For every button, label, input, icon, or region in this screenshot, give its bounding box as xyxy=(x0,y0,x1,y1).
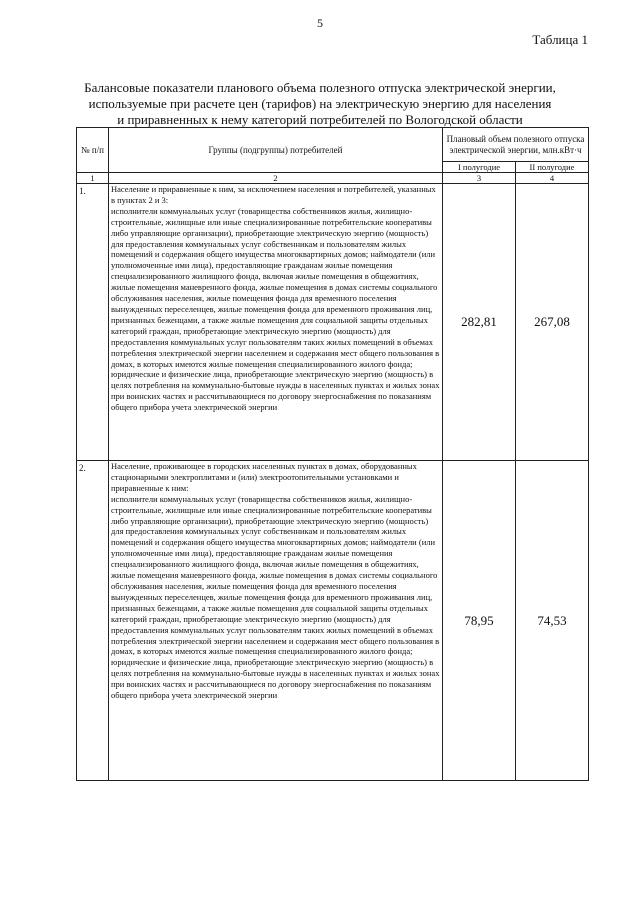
description-line: юридические и физические лица, приобретающие электрическую энергию (мощность) в целях потребления на коммунально-бытовые нужды в населенных пунктах и жилых зонах при воинских частях и рассчитывающиеся по договору энергоснабжения по показаниям общего прибора учета электрической энергии xyxy=(111,657,440,701)
document-title xyxy=(60,80,580,128)
description-line: Население и приравненные к ним, за исключением населения и потребителей, указанных в пунктах 2 и 3: xyxy=(111,184,436,205)
col-number: 3 xyxy=(443,173,516,184)
value-h2: 74,53 xyxy=(516,461,589,781)
page-number: 5 xyxy=(317,16,323,30)
col-num-header: № п/п xyxy=(77,128,109,173)
table-row xyxy=(77,184,589,461)
title-line: и приравненных к нему категорий потребителей по Вологодской области xyxy=(117,112,523,127)
description-line: исполнители коммунальных услуг (товарищества собственников жилья, жилищно-строительные, жилищные или иные специализированные потребительские кооперативы либо управляющие организации), приобретающие электрическую энергию (мощность) для предоставления коммунальных услуг собственникам и пользователям жилых помещений и содержания общего имущества многоквартирных домов; наймодатели (или уполномоченные ими лица), предоставляющие гражданам жилые помещения специализированного жилищного фонда, включая жилые помещения в общежитиях, жилые помещения маневренного фонда, жилые помещения в домах системы социального обслуживания населения, жилые помещения фонда для временного поселения вынужденных переселенцев, жилые помещения фонда для временного проживания лиц, признанных беженцами, а также жилые помещения для социальной защиты отдельных категорий граждан, приобретающие электрическую энергию (мощность) для предоставления коммунальных услуг пользователям таких жилых помещений в объемах потребления электрической энергии населением и содержания мест общего пользования в домах, в которых имеются жилые помещения специализированного жилого фонда; xyxy=(111,205,440,369)
row-description xyxy=(109,184,443,461)
col-volume-header: Плановый объем полезного отпуска электрической энергии, млн.кВт·ч xyxy=(443,128,589,162)
title-line: используемые при расчете цен (тарифов) на электрическую энергию для населения xyxy=(88,96,552,111)
col-group-header: Группы (подгруппы) потребителей xyxy=(109,128,443,173)
col-number: 2 xyxy=(109,173,443,184)
value-h2: 267,08 xyxy=(516,184,589,461)
row-number: 1. xyxy=(77,184,109,461)
value-h1: 282,81 xyxy=(443,184,516,461)
row-number: 2. xyxy=(77,461,109,781)
col-h2-header: II полугодие xyxy=(516,162,589,173)
description-line: юридические и физические лица, приобретающие электрическую энергию (мощность) в целях потребления на коммунально-бытовые нужды в населенных пунктах и жилых зонах при воинских частях и рассчитывающиеся по договору энергоснабжения по показаниям общего прибора учета электрической энергии xyxy=(111,369,440,413)
value-h1: 78,95 xyxy=(443,461,516,781)
header-row xyxy=(77,128,589,162)
col-number: 1 xyxy=(77,173,109,184)
title-line: Балансовые показатели планового объема полезного отпуска электрической энергии, xyxy=(84,80,556,95)
col-h1-header: I полугодие xyxy=(443,162,516,173)
balance-table xyxy=(76,127,589,781)
row-description xyxy=(109,461,443,781)
description-line: исполнители коммунальных услуг (товарищества собственников жилья, жилищно-строительные, жилищные или иные специализированные потребительские кооперативы либо управляющие организации), приобретающие электрическую энергию (мощность) для предоставления коммунальных услуг собственникам и пользователям жилых помещений и содержания общего имущества многоквартирных домов; наймодатели (или уполномоченные ими лица), предоставляющие гражданам жилые помещения специализированного жилищного фонда, включая жилые помещения в общежитиях, жилые помещения маневренного фонда, жилые помещения в домах системы социального обслуживания населения, жилые помещения фонда для временного поселения вынужденных переселенцев, жилые помещения фонда для временного проживания лиц, признанных беженцами, а также жилые помещения для социальной защиты отдельных категорий граждан, приобретающие электрическую энергию (мощность) для предоставления коммунальных услуг пользователям таких жилых помещений в объемах потребления электрической энергии населением и содержания мест общего пользования в домах, в которых имеются жилые помещения специализированного жилого фонда; xyxy=(111,493,440,657)
table-label: Таблица 1 xyxy=(532,32,588,47)
description-line: Население, проживающее в городских населенных пунктах в домах, оборудованных стационарными электроплитами и (или) электроотопительными установками и приравненные к ним: xyxy=(111,461,417,493)
table-row xyxy=(77,461,589,781)
column-numbers-row xyxy=(77,173,589,184)
col-number: 4 xyxy=(516,173,589,184)
